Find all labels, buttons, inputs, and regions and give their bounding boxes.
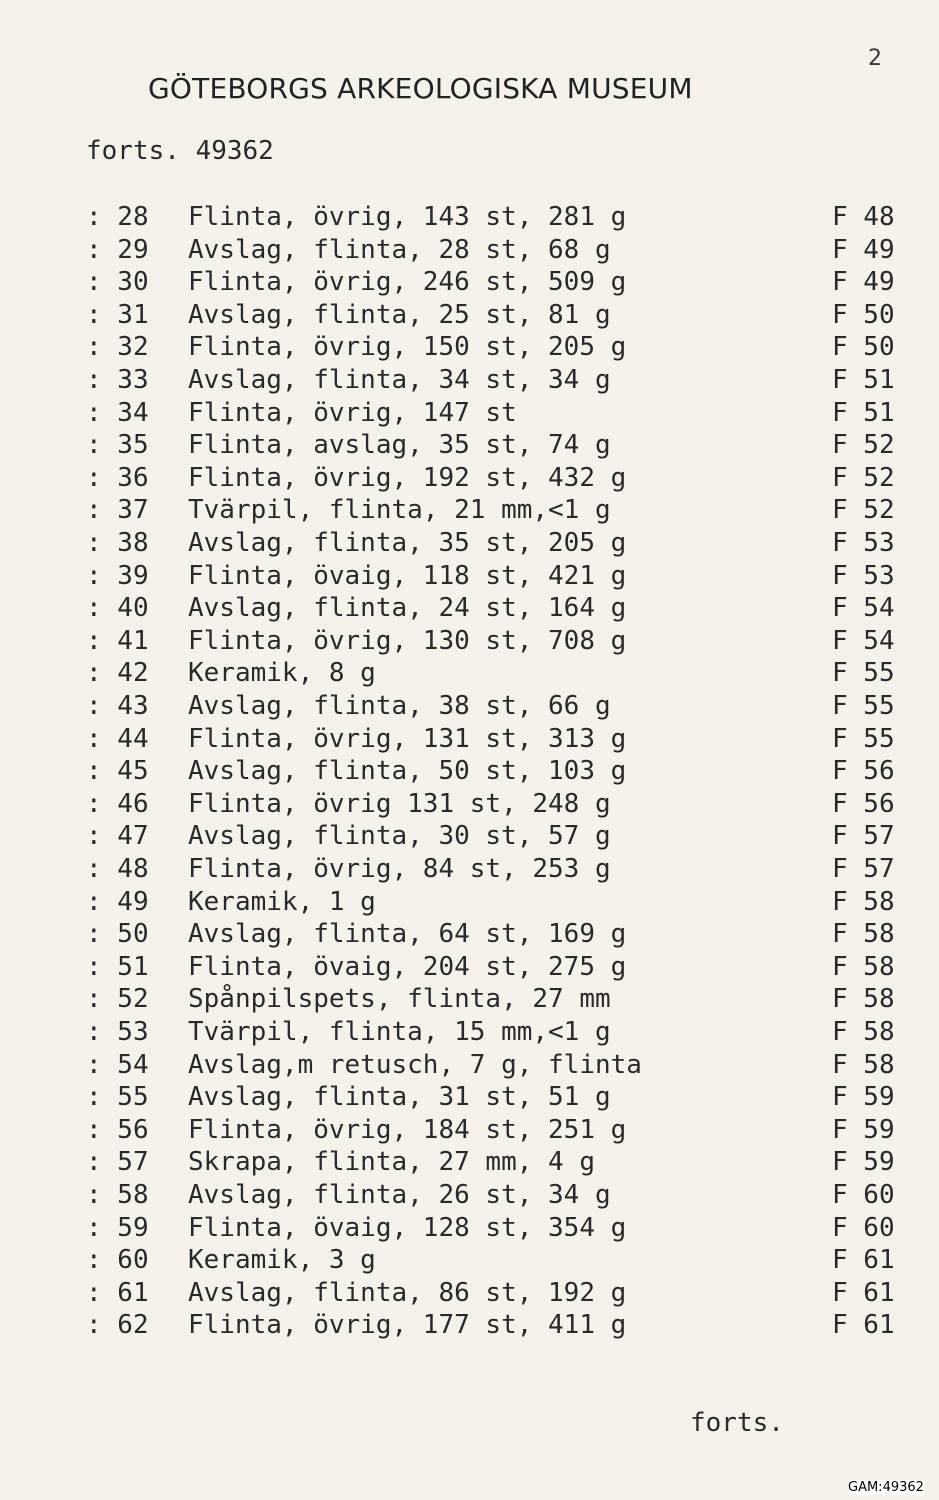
row-ref: F 56 bbox=[832, 788, 895, 819]
row-desc: Keramik, 3 g bbox=[188, 1245, 376, 1276]
row-num: : 56 bbox=[86, 1114, 149, 1145]
row-desc: Avslag, flinta, 64 st, 169 g bbox=[188, 919, 627, 950]
row-desc: Avslag, flinta, 24 st, 164 g bbox=[188, 593, 627, 624]
row-desc: Flinta, övrig, 177 st, 411 g bbox=[188, 1310, 627, 1341]
row-ref: F 52 bbox=[832, 430, 895, 461]
continuation-footer: forts. bbox=[690, 1408, 784, 1438]
row-ref: F 57 bbox=[832, 821, 895, 852]
row-ref: F 56 bbox=[832, 756, 895, 787]
row-desc: Avslag, flinta, 26 st, 34 g bbox=[188, 1180, 611, 1210]
row-desc: Avslag, flinta, 35 st, 205 g bbox=[188, 528, 627, 558]
row-desc: Avslag,m retusch, 7 g, flinta bbox=[188, 1049, 642, 1080]
row-desc: Avslag, flinta, 30 st, 57 g bbox=[188, 821, 611, 852]
row-num: : 39 bbox=[86, 560, 149, 591]
row-num: : 36 bbox=[86, 462, 149, 493]
row-desc: Flinta, övrig, 192 st, 432 g bbox=[188, 462, 627, 493]
row-num: : 34 bbox=[86, 397, 149, 428]
row-num: : 62 bbox=[86, 1310, 149, 1341]
row-num: : 32 bbox=[86, 332, 149, 363]
row-ref: F 50 bbox=[832, 332, 895, 363]
row-ref: F 61 bbox=[832, 1310, 895, 1341]
row-desc: Flinta, övrig, 147 st bbox=[188, 397, 517, 428]
row-num: : 40 bbox=[86, 593, 149, 624]
catalog-stamp: GAM:49362 bbox=[848, 1480, 924, 1495]
row-desc: Flinta, övrig, 84 st, 253 g bbox=[188, 854, 611, 884]
row-ref: F 52 bbox=[832, 462, 895, 493]
row-ref: F 49 bbox=[832, 234, 895, 265]
row-ref: F 58 bbox=[832, 886, 895, 917]
row-ref: F 61 bbox=[832, 1245, 895, 1276]
row-num: : 54 bbox=[86, 1049, 149, 1080]
row-num: : 41 bbox=[86, 625, 149, 656]
row-desc: Tvärpil, flinta, 21 mm,<1 g bbox=[188, 495, 611, 526]
row-desc: Avslag, flinta, 50 st, 103 g bbox=[188, 756, 627, 787]
row-num: : 38 bbox=[86, 528, 149, 558]
row-num: : 44 bbox=[86, 723, 149, 754]
row-desc: Avslag, flinta, 34 st, 34 g bbox=[188, 365, 611, 395]
row-num: : 33 bbox=[86, 365, 149, 395]
row-desc: Flinta, övaig, 204 st, 275 g bbox=[188, 951, 627, 982]
row-desc: Flinta, övrig, 184 st, 251 g bbox=[188, 1114, 627, 1145]
row-desc: Flinta, övrig, 150 st, 205 g bbox=[188, 332, 627, 363]
row-num: : 51 bbox=[86, 951, 149, 982]
row-ref: F 59 bbox=[832, 1082, 895, 1113]
row-num: : 55 bbox=[86, 1082, 149, 1113]
row-ref: F 53 bbox=[832, 528, 895, 558]
museum-header: GÖTEBORGS ARKEOLOGISKA MUSEUM bbox=[148, 72, 693, 105]
row-desc: Tvärpil, flinta, 15 mm,<1 g bbox=[188, 1017, 611, 1047]
row-num: : 43 bbox=[86, 691, 149, 721]
row-num: : 45 bbox=[86, 756, 149, 787]
row-ref: F 60 bbox=[832, 1212, 895, 1243]
row-num: : 48 bbox=[86, 854, 149, 884]
row-num: : 46 bbox=[86, 788, 149, 819]
row-num: : 30 bbox=[86, 267, 149, 298]
row-ref: F 58 bbox=[832, 1049, 895, 1080]
row-desc: Flinta, avslag, 35 st, 74 g bbox=[188, 430, 611, 461]
row-num: : 49 bbox=[86, 886, 149, 917]
row-ref: F 48 bbox=[832, 202, 895, 232]
row-num: : 53 bbox=[86, 1017, 149, 1047]
row-ref: F 49 bbox=[832, 267, 895, 298]
row-num: : 58 bbox=[86, 1180, 149, 1210]
row-num: : 57 bbox=[86, 1147, 149, 1178]
page-number: 2 bbox=[868, 46, 882, 71]
row-num: : 31 bbox=[86, 299, 149, 330]
row-ref: F 54 bbox=[832, 625, 895, 656]
row-num: : 28 bbox=[86, 202, 149, 232]
row-ref: F 55 bbox=[832, 691, 895, 721]
row-num: : 50 bbox=[86, 919, 149, 950]
row-ref: F 59 bbox=[832, 1114, 895, 1145]
row-desc: Flinta, övrig, 143 st, 281 g bbox=[188, 202, 627, 232]
row-ref: F 58 bbox=[832, 984, 895, 1015]
row-ref: F 58 bbox=[832, 1017, 895, 1047]
row-desc: Avslag, flinta, 38 st, 66 g bbox=[188, 691, 611, 721]
continuation-title: forts. 49362 bbox=[86, 136, 274, 166]
row-desc: Skrapa, flinta, 27 mm, 4 g bbox=[188, 1147, 595, 1178]
row-ref: F 55 bbox=[832, 723, 895, 754]
row-desc: Avslag, flinta, 28 st, 68 g bbox=[188, 234, 611, 265]
row-num: : 29 bbox=[86, 234, 149, 265]
row-ref: F 52 bbox=[832, 495, 895, 526]
row-ref: F 57 bbox=[832, 854, 895, 884]
row-num: : 60 bbox=[86, 1245, 149, 1276]
row-ref: F 54 bbox=[832, 593, 895, 624]
row-desc: Flinta, övaig, 128 st, 354 g bbox=[188, 1212, 627, 1243]
row-ref: F 58 bbox=[832, 919, 895, 950]
row-ref: F 51 bbox=[832, 397, 895, 428]
row-num: : 52 bbox=[86, 984, 149, 1015]
row-ref: F 61 bbox=[832, 1277, 895, 1308]
row-ref: F 58 bbox=[832, 951, 895, 982]
row-desc: Flinta, övrig, 246 st, 509 g bbox=[188, 267, 627, 298]
row-num: : 37 bbox=[86, 495, 149, 526]
row-desc: Flinta, övrig, 131 st, 313 g bbox=[188, 723, 627, 754]
row-ref: F 55 bbox=[832, 658, 895, 689]
row-desc: Avslag, flinta, 25 st, 81 g bbox=[188, 299, 611, 330]
row-ref: F 50 bbox=[832, 299, 895, 330]
row-num: : 35 bbox=[86, 430, 149, 461]
row-desc: Avslag, flinta, 86 st, 192 g bbox=[188, 1277, 627, 1308]
row-ref: F 51 bbox=[832, 365, 895, 395]
row-num: : 47 bbox=[86, 821, 149, 852]
row-desc: Flinta, övrig, 130 st, 708 g bbox=[188, 625, 627, 656]
row-num: : 61 bbox=[86, 1277, 149, 1308]
row-desc: Flinta, övrig 131 st, 248 g bbox=[188, 788, 611, 819]
row-num: : 59 bbox=[86, 1212, 149, 1243]
row-desc: Keramik, 1 g bbox=[188, 886, 376, 917]
row-ref: F 53 bbox=[832, 560, 895, 591]
row-num: : 42 bbox=[86, 658, 149, 689]
row-desc: Keramik, 8 g bbox=[188, 658, 376, 689]
row-ref: F 60 bbox=[832, 1180, 895, 1210]
row-ref: F 59 bbox=[832, 1147, 895, 1178]
row-desc: Flinta, övaig, 118 st, 421 g bbox=[188, 560, 627, 591]
row-desc: Avslag, flinta, 31 st, 51 g bbox=[188, 1082, 611, 1113]
row-desc: Spånpilspets, flinta, 27 mm bbox=[188, 984, 611, 1015]
